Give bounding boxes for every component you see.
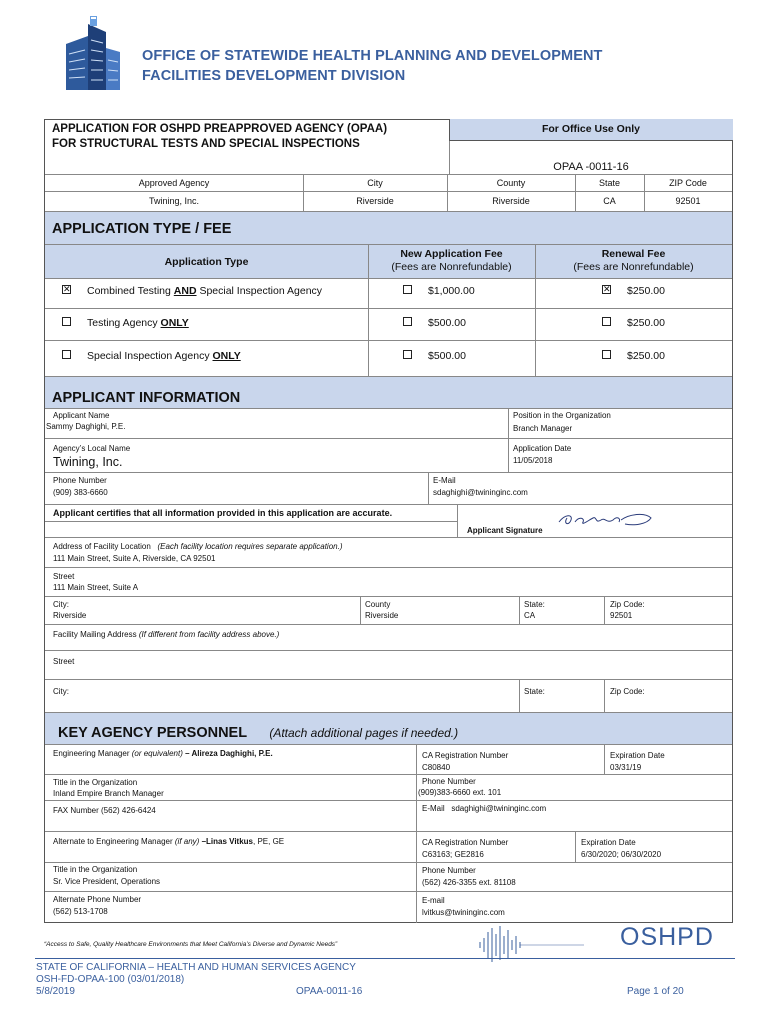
- alt-phone-label: Phone Number: [422, 866, 476, 875]
- office-use-label: For Office Use Only: [541, 123, 641, 135]
- footer-form-id: OSH-FD-OPAA-100 (03/01/2018): [36, 974, 185, 985]
- alt-reg-label: CA Registration Number: [422, 838, 509, 847]
- mailing-state-label: State:: [524, 687, 545, 696]
- position-value[interactable]: Branch Manager: [513, 424, 573, 433]
- phone-value[interactable]: (909) 383-6660: [53, 488, 108, 497]
- local-name-label: Agency’s Local Name: [53, 444, 131, 453]
- facility-address-value[interactable]: 111 Main Street, Suite A, Riverside, CA 92501: [53, 554, 216, 563]
- mailing-street-label: Street: [53, 657, 75, 666]
- fee-row-type: Testing Agency ONLY: [87, 317, 189, 329]
- alt-title-value[interactable]: Sr. Vice President, Operations: [53, 877, 161, 886]
- application-date-value[interactable]: 11/05/2018: [513, 456, 553, 465]
- footer-agency: STATE OF CALIFORNIA – HEALTH AND HUMAN SERVICES AGENCY: [36, 962, 356, 973]
- applicant-name-value[interactable]: Sammy Daghighi, P.E.: [46, 422, 126, 431]
- alt-email-label: E-mail: [422, 896, 445, 905]
- title-value[interactable]: Inland Empire Branch Manager: [53, 789, 164, 798]
- state-label: State:: [524, 600, 545, 609]
- em-phone-label: Phone Number: [422, 777, 476, 786]
- street-value[interactable]: 111 Main Street, Suite A: [53, 583, 139, 592]
- form-title: APPLICATION FOR OSHPD PREAPPROVED AGENCY (OPAA) FOR STRUCTURAL TESTS AND SPECIAL INSPECTIONS: [52, 123, 388, 150]
- alt-alt-phone-label: Alternate Phone Number: [53, 895, 142, 904]
- new-fee-checkbox[interactable]: [403, 285, 412, 294]
- new-fee-checkbox[interactable]: [403, 317, 412, 326]
- email-value[interactable]: sdaghighi@twininginc.com: [433, 488, 528, 497]
- alt-reg-value[interactable]: C63163; GE2816: [422, 850, 484, 859]
- col-new-fee: New Application Fee (Fees are Nonrefundable): [391, 248, 512, 273]
- em-phone-value[interactable]: (909)383-6660 ext. 101: [418, 788, 502, 797]
- county-value[interactable]: Riverside: [365, 611, 399, 620]
- local-name-value[interactable]: Twining, Inc.: [53, 455, 123, 469]
- renewal-fee-checkbox[interactable]: ✕: [603, 284, 611, 294]
- signature-label: Applicant Signature: [467, 526, 543, 535]
- mailing-city-label: City:: [53, 687, 69, 696]
- alt-exp-value[interactable]: 6/30/2020; 06/30/2020: [581, 850, 662, 859]
- footer-date: 5/8/2019: [36, 986, 75, 997]
- application-date-label: Application Date: [513, 444, 572, 453]
- position-label: Position in the Organization: [513, 411, 611, 420]
- agency-value: Twining, Inc.: [148, 196, 200, 206]
- alt-email-value[interactable]: lvitkus@twininginc.com: [422, 908, 505, 917]
- zip-value[interactable]: 92501: [610, 611, 633, 620]
- state-header: State: [598, 178, 620, 188]
- agency-header: Approved Agency: [138, 178, 210, 188]
- renewal-fee-amount: $250.00: [627, 317, 665, 329]
- title-label: Title in the Organization: [53, 778, 138, 787]
- fee-row-type: Special Inspection Agency ONLY: [87, 350, 241, 362]
- applicant-name-label: Applicant Name: [53, 411, 110, 420]
- combined-agency-checkbox[interactable]: ✕: [63, 284, 71, 294]
- alternate-manager: Alternate to Engineering Manager (if any) –Linas Vitkus, PE, GE: [53, 837, 285, 846]
- city-header: City: [367, 178, 383, 188]
- fee-section-title: APPLICATION TYPE / FEE: [52, 221, 232, 237]
- certify-text: Applicant certifies that all information provided in this application are accurate.: [53, 508, 393, 518]
- alt-phone-value[interactable]: (562) 426-3355 ext. 81108: [422, 878, 516, 887]
- city-value[interactable]: Riverside: [53, 611, 87, 620]
- oshpd-building-logo-icon: [60, 14, 122, 90]
- zip-value: 92501: [675, 196, 701, 206]
- opaa-number: OPAA -0011-16: [553, 161, 629, 173]
- footer-center-id: OPAA-0011-16: [296, 986, 363, 997]
- col-application-type: Application Type: [164, 256, 249, 268]
- renewal-fee-amount: $250.00: [627, 285, 665, 297]
- city-value: Riverside: [356, 196, 394, 206]
- renewal-fee-checkbox[interactable]: [602, 317, 611, 326]
- expiration-value[interactable]: 03/31/19: [610, 763, 642, 772]
- col-renewal-fee: Renewal Fee (Fees are Nonrefundable): [573, 248, 694, 273]
- footer-page: Page 1 of 20: [627, 986, 684, 997]
- mailing-zip-label: Zip Code:: [610, 687, 645, 696]
- footer-tagline: “Access to Safe, Quality Healthcare Environments that Meet California’s Diverse and Dynamic Needs”: [44, 941, 338, 948]
- email-label: E-Mail: [433, 476, 456, 485]
- special-inspection-checkbox[interactable]: [62, 350, 71, 359]
- soundwave-icon: [476, 924, 586, 969]
- expiration-label: Expiration Date: [610, 751, 665, 760]
- renewal-fee-amount: $250.00: [627, 350, 665, 362]
- state-value: CA: [603, 196, 616, 206]
- zip-label: Zip Code:: [610, 600, 645, 609]
- personnel-section-title: KEY AGENCY PERSONNEL (Attach additional pages if needed.): [58, 725, 459, 741]
- fax-number[interactable]: FAX Number (562) 426-6424: [53, 806, 156, 815]
- county-header: County: [496, 178, 526, 188]
- facility-address: Address of Facility Location (Each facility location requires separate application.): [53, 542, 343, 551]
- state-value[interactable]: CA: [524, 611, 536, 620]
- alt-alt-phone-value[interactable]: (562) 513-1708: [53, 907, 108, 916]
- new-fee-amount: $1,000.00: [428, 285, 475, 297]
- renewal-fee-checkbox[interactable]: [602, 350, 611, 359]
- header-title: OFFICE OF STATEWIDE HEALTH PLANNING AND DEVELOPMENT FACILITIES DEVELOPMENT DIVISION: [142, 48, 603, 84]
- zip-header: ZIP Code: [669, 178, 707, 188]
- applicant-signature-icon: [555, 508, 655, 537]
- street-label: Street: [53, 572, 75, 581]
- new-fee-amount: $500.00: [428, 317, 466, 329]
- county-value: Riverside: [492, 196, 530, 206]
- ca-reg-value[interactable]: C80840: [422, 763, 451, 772]
- county-label: County: [365, 600, 391, 609]
- phone-label: Phone Number: [53, 476, 107, 485]
- mailing-address: Facility Mailing Address (If different from facility address above.): [53, 630, 280, 639]
- city-label: City:: [53, 600, 69, 609]
- engineering-manager: Engineering Manager (or equivalent) – Alireza Daghighi, P.E.: [53, 749, 273, 758]
- alt-exp-label: Expiration Date: [581, 838, 636, 847]
- fee-row-type: Combined Testing AND Special Inspection Agency: [87, 285, 323, 297]
- alt-title-label: Title in the Organization: [53, 865, 138, 874]
- new-fee-amount: $500.00: [428, 350, 466, 362]
- em-email[interactable]: E-Mail sdaghighi@twininginc.com: [422, 804, 547, 813]
- oshpd-logo: OSHPD: [620, 923, 714, 951]
- applicant-section-title: APPLICANT INFORMATION: [52, 390, 241, 406]
- new-fee-checkbox[interactable]: [403, 350, 412, 359]
- testing-agency-checkbox[interactable]: [62, 317, 71, 326]
- ca-reg-label: CA Registration Number: [422, 751, 509, 760]
